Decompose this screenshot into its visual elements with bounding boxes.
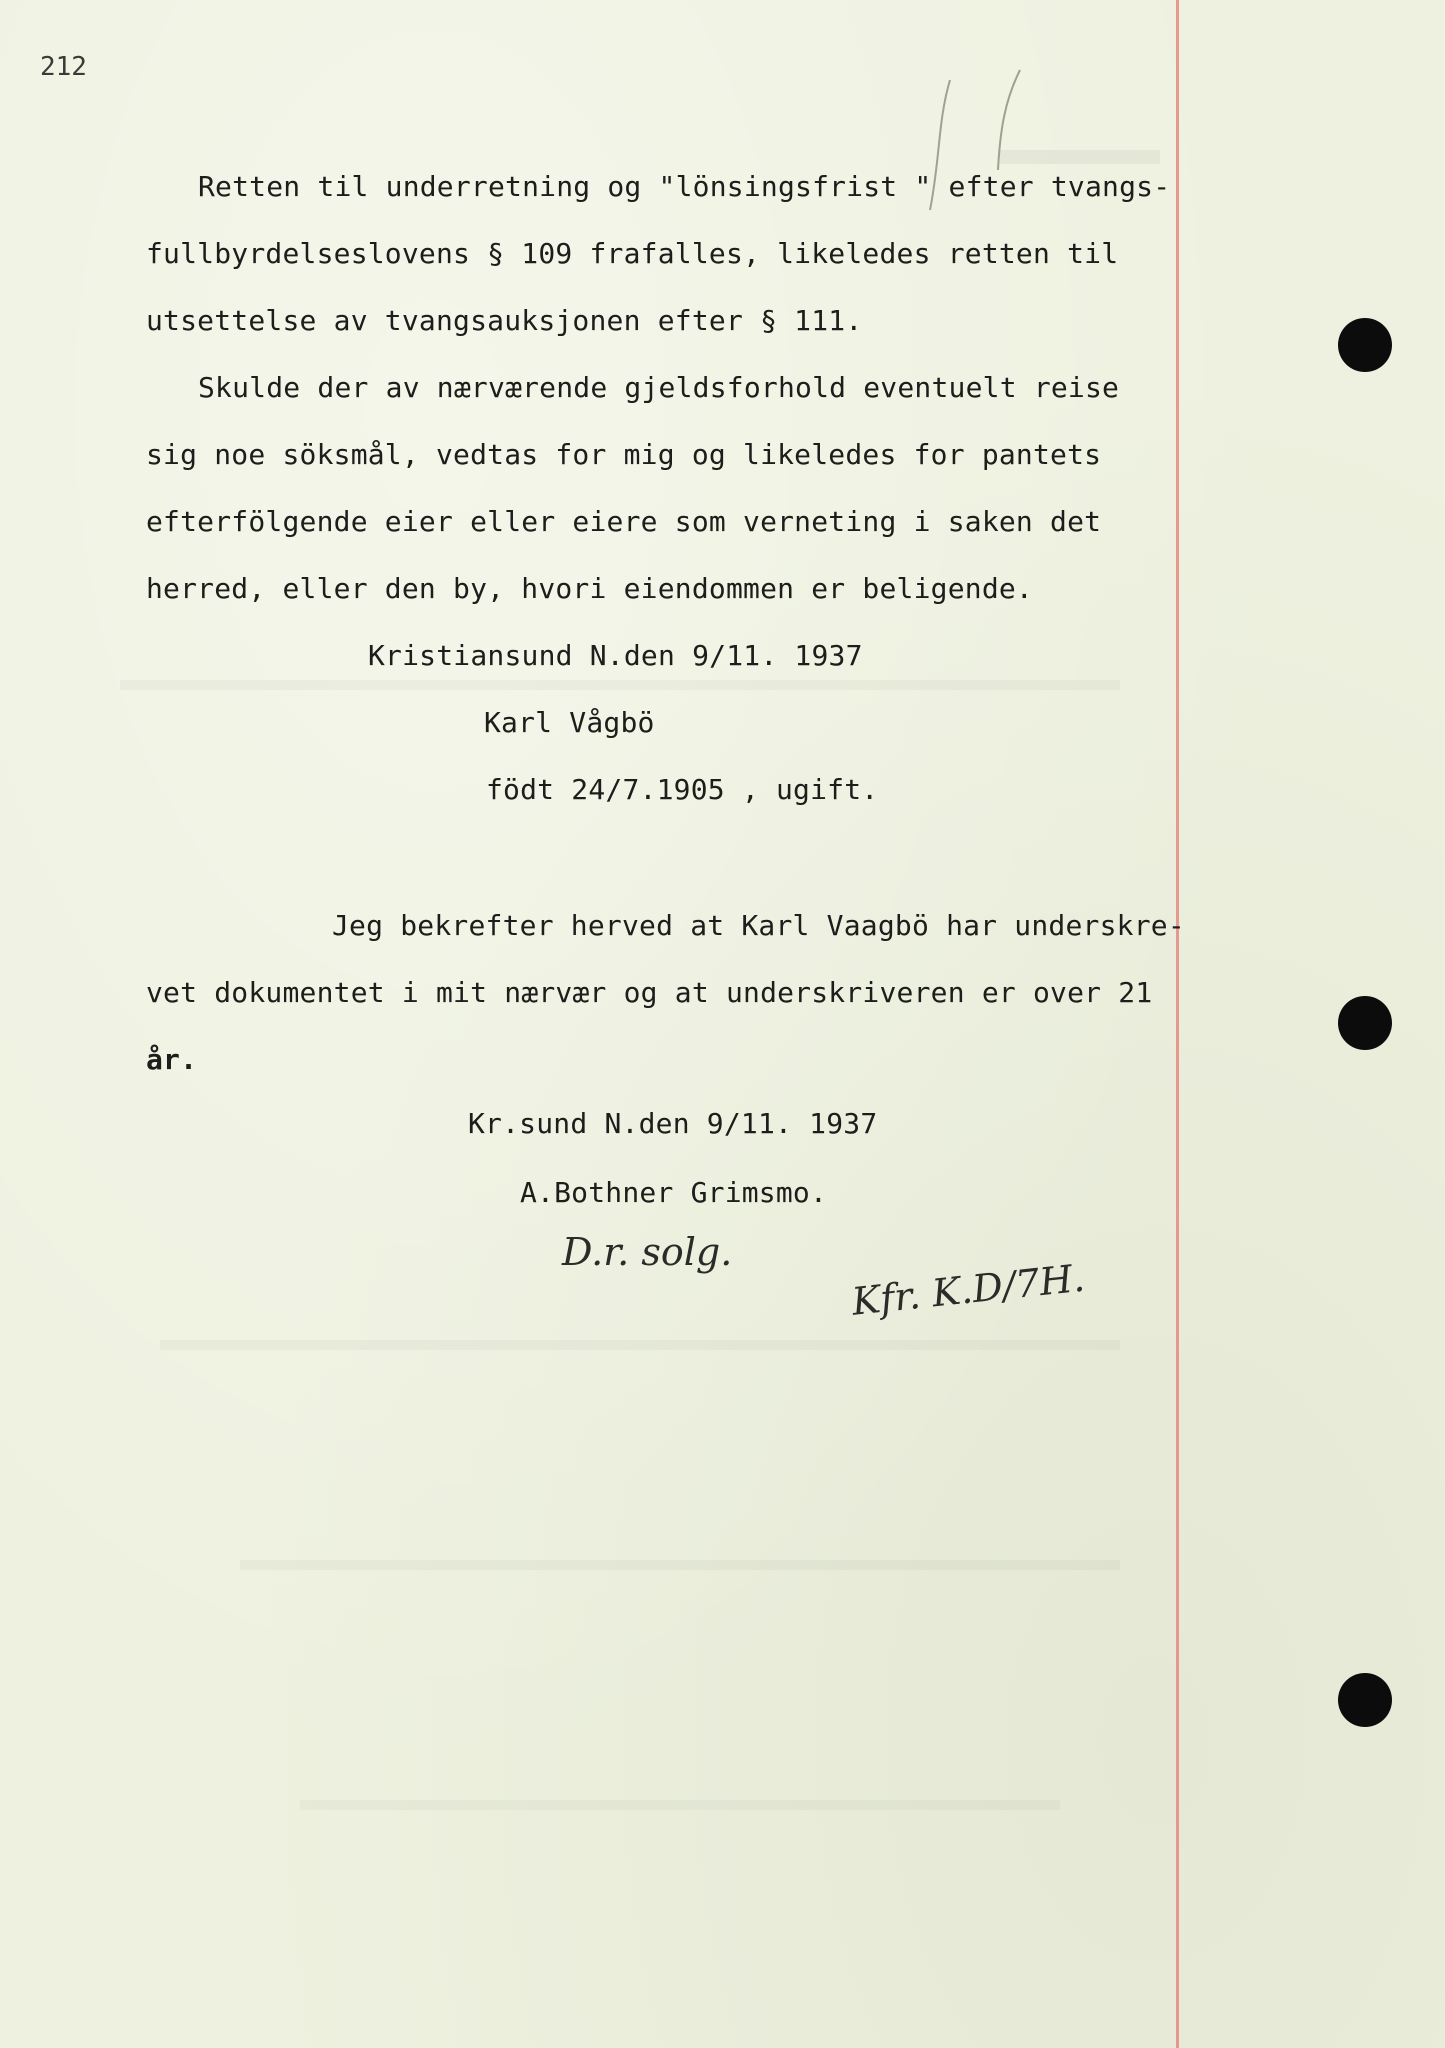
paragraph-line: utsettelse av tvangsauksjonen efter § 111. <box>146 304 863 337</box>
punch-hole-bottom <box>1338 1673 1392 1727</box>
handwritten-note: D.r. solg. <box>562 1230 733 1274</box>
paragraph-line: herred, eller den by, hvori eiendommen er beligende. <box>146 572 1033 605</box>
paragraph-line: Skulde der av nærværende gjeldsforhold eventuelt reise <box>198 371 1120 404</box>
paragraph-line: efterfölgende eier eller eiere som verneting i saken det <box>146 505 1102 538</box>
witness-place-date: Kr.sund N.den 9/11. 1937 <box>468 1107 878 1140</box>
pencil-mark <box>900 60 1060 230</box>
paragraph-line: sig noe söksmål, vedtas for mig og likeledes for pantets <box>146 438 1102 471</box>
punch-hole-top <box>1338 318 1392 372</box>
place-date: Kristiansund N.den 9/11. 1937 <box>368 639 863 672</box>
certification-line: år. <box>146 1043 198 1076</box>
bleed-through-mark <box>300 1800 1060 1810</box>
paragraph-line: Retten til underretning og "lönsingsfrist " efter tvangs- <box>198 170 1171 203</box>
red-margin-line <box>1176 0 1179 2048</box>
certification-line: vet dokumentet i mit nærvær og at underskriveren er over 21 <box>146 976 1153 1009</box>
paragraph-line: fullbyrdelseslovens § 109 frafalles, likeledes retten til <box>146 237 1119 270</box>
certification-line: Jeg bekrefter herved at Karl Vaagbö har underskre- <box>332 909 1185 942</box>
punch-hole-middle <box>1338 996 1392 1050</box>
bleed-through-mark <box>120 680 1120 690</box>
signer-name: Karl Vågbö <box>484 706 655 739</box>
signer-birth-status: födt 24/7.1905 , ugift. <box>486 773 879 806</box>
bleed-through-mark <box>160 1340 1120 1350</box>
handwritten-initials: Kfr. K.D/7H. <box>849 1255 1087 1324</box>
witness-name: A.Bothner Grimsmo. <box>520 1176 828 1209</box>
page-number: 212 <box>40 52 87 82</box>
bleed-through-mark <box>240 1560 1120 1570</box>
